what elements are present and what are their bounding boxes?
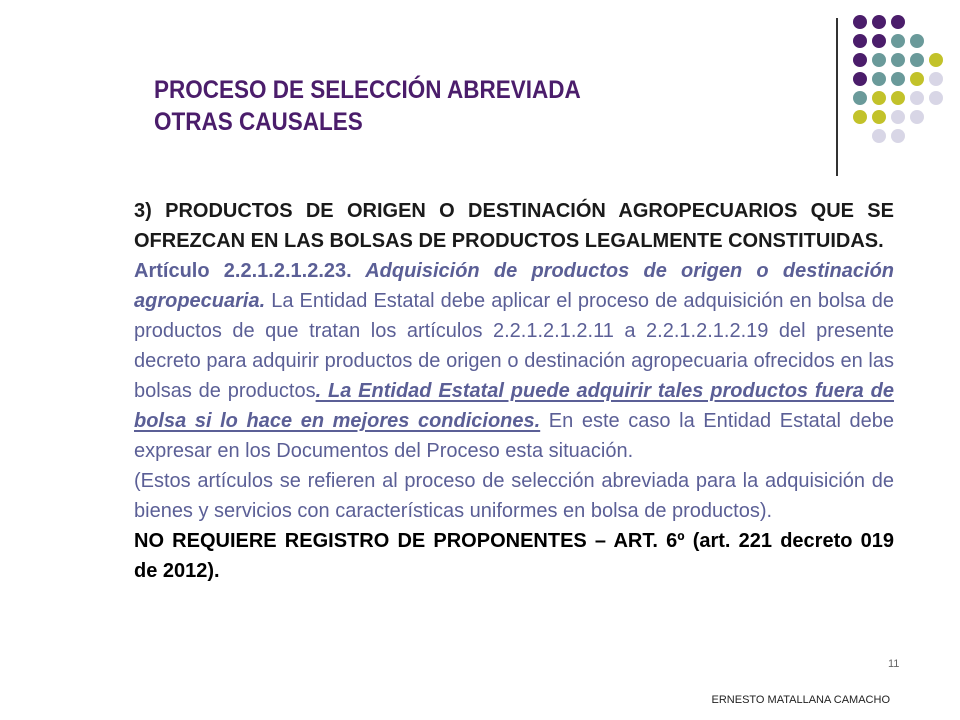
note-paragraph: (Estos artículos se refieren al proceso de selección abreviada para la adquisición de bienes y servicios con características uniformes en bolsa de productos). [134,470,894,522]
registration-note: NO REQUIERE REGISTRO DE PROPONENTES – ART. 6º (art. 221 decreto 019 de 2012). [134,530,894,582]
decorative-dot [853,53,867,67]
decorative-dot [929,91,943,105]
decorative-dot [891,91,905,105]
decorative-dot [853,15,867,29]
article-text-2: En este caso la Entidad Estatal debe expresar en los Documentos del Proceso esta situación. [134,410,894,462]
decorative-dot [872,34,886,48]
decorative-dot [910,34,924,48]
decorative-dot [872,110,886,124]
decorative-dot [853,34,867,48]
author-name: ERNESTO MATALLANA CAMACHO [711,694,890,706]
decorative-dot [853,91,867,105]
slide-title-line2: OTRAS CAUSALES [154,108,363,136]
decorative-dot [872,72,886,86]
article-reference: Artículo 2.2.1.2.1.2.23. [134,260,352,282]
slide-title [154,74,730,138]
decorative-dot [872,15,886,29]
decorative-dot [910,91,924,105]
article-title: Adquisición de productos de origen o destinación agropecuaria. [134,260,894,312]
decorative-dot [891,53,905,67]
decorative-dot [891,72,905,86]
decorative-dot [891,34,905,48]
decorative-dot [853,110,867,124]
decorative-dot [872,129,886,143]
decorative-dot [891,129,905,143]
slide-body [134,196,894,586]
decorative-dot [872,91,886,105]
article-emphasis: . La Entidad Estatal puede adquirir tales productos fuera de bolsa si lo hace en mejores condiciones. [134,380,894,432]
decorative-dot [929,53,943,67]
decorative-dot [910,110,924,124]
article-text-1: La Entidad Estatal debe aplicar el proceso de adquisición en bolsa de productos de que tratan los artículos 2.2.1.2.1.2.11 a 2.2.1.2.1.2.19 del presente decreto para adquirir productos de origen o destinación agropecuaria ofrecidos en las bolsas de productos [134,290,894,402]
slide-number: 11 [888,658,900,670]
section-heading: 3) PRODUCTOS DE ORIGEN O DESTINACIÓN AGROPECUARIOS QUE SE OFREZCAN EN LAS BOLSAS DE PRODUCTOS LEGALMENTE CONSTITUIDAS. [134,200,894,252]
slide-title-line1: PROCESO DE SELECCIÓN ABREVIADA [154,76,581,104]
decorative-vertical-line [836,18,838,176]
decorative-dot [910,53,924,67]
decorative-dot [910,72,924,86]
decorative-dot [891,110,905,124]
decorative-dot [872,53,886,67]
decorative-dot [891,15,905,29]
decorative-dot [929,72,943,86]
article-paragraph [134,256,894,466]
decorative-dot [853,72,867,86]
